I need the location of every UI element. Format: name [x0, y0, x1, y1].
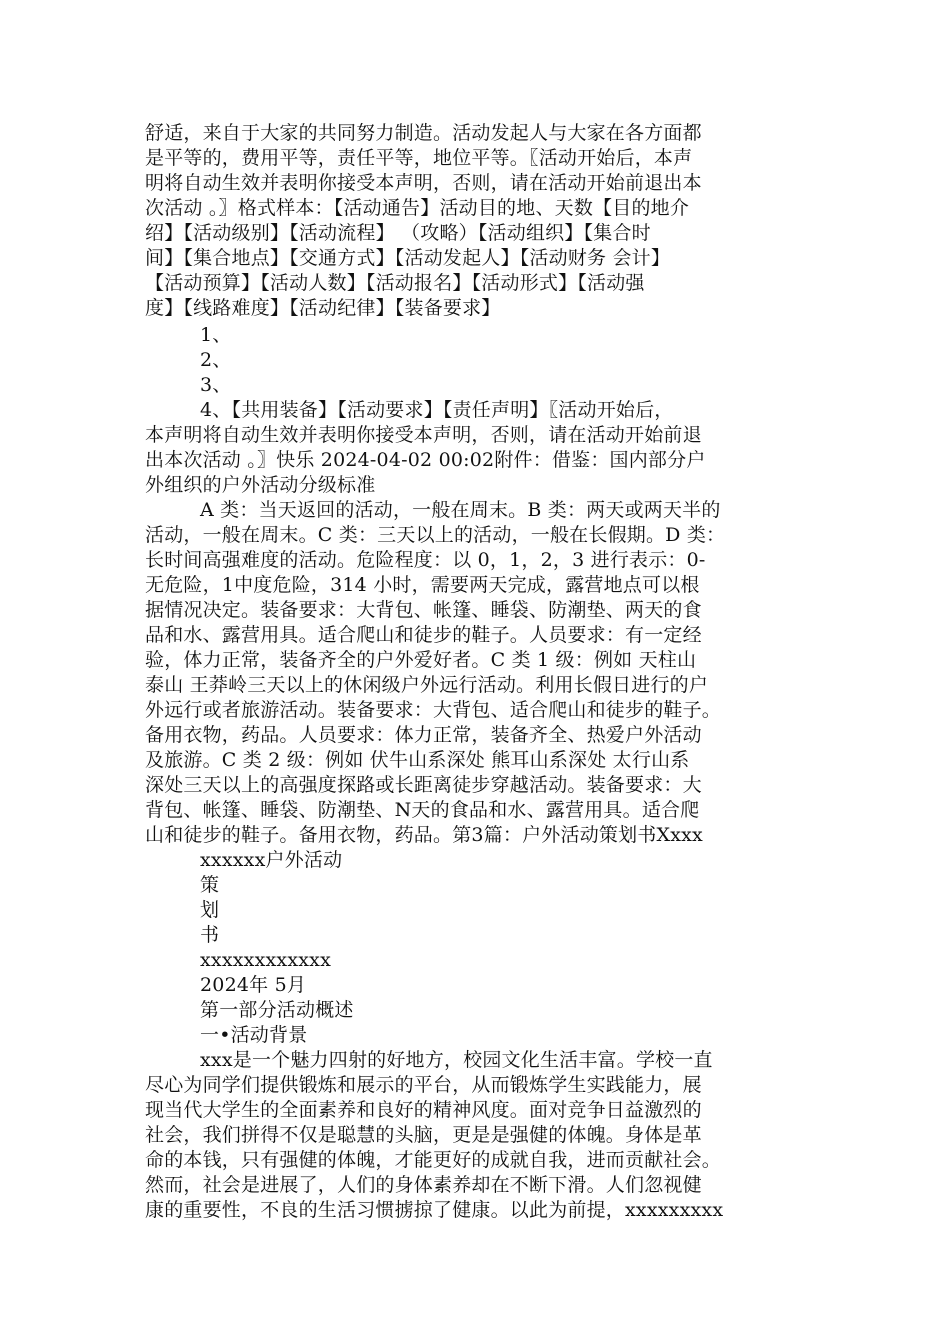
body-text-line: 无危险，1中度危险，314 小时，需要两天完成，露营地点可以根 — [145, 574, 700, 596]
title-char: 策 — [200, 874, 220, 896]
body-text-line: 泰山 王莽岭三天以上的休闲级户外远行活动。利用长假日进行的户 — [145, 674, 709, 696]
body-text-line: 背包、帐篷、睡袋、防潮垫、N天的食品和水、露营用具。适合爬 — [145, 799, 700, 821]
body-text-line: 长时间高强难度的活动。危险程度：以 0，1，2，3 进行表示：0- — [145, 549, 706, 571]
body-text-line: 尽心为同学们提供锻炼和展示的平台，从而锻炼学生实践能力，展 — [145, 1074, 702, 1096]
body-text-line: 舒适，来自于大家的共同努力制造。活动发起人与大家在各方面都 — [145, 122, 702, 144]
body-text-line: 现当代大学生的全面素养和良好的精神风度。面对竞争日益激烈的 — [145, 1099, 702, 1121]
body-text-line: 然而，社会是进展了，人们的身体素养却在不断下滑。人们忽视健 — [145, 1174, 702, 1196]
body-text-line: 外远行或者旅游活动。装备要求：大背包、适合爬山和徒步的鞋子。 — [145, 699, 722, 721]
body-text-line: 活动，一般在周末。C 类：三天以上的活动，一般在长假期。D 类： — [145, 524, 726, 546]
section-heading: 第一部分活动概述 — [200, 999, 354, 1021]
subsection-heading: 一•活动背景 — [200, 1024, 308, 1046]
body-text-line: 【活动预算】【活动人数】【活动报名】【活动形式】【活动强 — [145, 272, 645, 294]
body-text-line: 据情况决定。装备要求：大背包、帐篷、睡袋、防潮垫、两天的食 — [145, 599, 702, 621]
body-text-line: 绍】【活动级别】【活动流程】 （攻略）【活动组织】【集合时 — [145, 222, 651, 244]
body-text-line: 备用衣物，药品。人员要求：体力正常，装备齐全、热爱户外活动 — [145, 724, 702, 746]
list-item-line: 4、【共用装备】【活动要求】【责任声明】〖活动开始后， — [200, 399, 674, 421]
body-text-line: A 类：当天返回的活动，一般在周末。B 类：两天或两天半的 — [200, 499, 721, 521]
body-text-line: 命的本钱，只有强健的体魄，才能更好的成就自我，进而贡献社会。 — [145, 1149, 722, 1171]
body-text-line: xxx是一个魅力四射的好地方，校园文化生活丰富。学校一直 — [200, 1049, 713, 1071]
body-text-line: 康的重要性，不良的生活习惯掳掠了健康。以此为前提，xxxxxxxxx — [145, 1199, 724, 1221]
list-item-number: 3、 — [200, 374, 232, 396]
body-text-line: 出本次活动 。〗快乐 2024-04-02 00:02附件：借鉴：国内部分户 — [145, 449, 706, 471]
title-char: 书 — [200, 924, 220, 946]
body-text-line: 间】【集合地点】【交通方式】【活动发起人】【活动财务 会计】 — [145, 247, 671, 269]
organizer-line: xxxxxxxxxxxx — [200, 949, 331, 971]
body-text-line: 度】【线路难度】【活动纪律】【装备要求】 — [145, 297, 501, 319]
body-text-line: 及旅游。C 类 2 级：例如 伏牛山系深处 熊耳山系深处 太行山系 — [145, 749, 690, 771]
body-text-line: 本声明将自动生效并表明你接受本声明，否则，请在活动开始前退 — [145, 424, 702, 446]
title-line: xxxxxx户外活动 — [200, 849, 343, 871]
body-text-line: 是平等的，费用平等，责任平等，地位平等。〖活动开始后，本声 — [145, 147, 693, 169]
body-text-line: 明将自动生效并表明你接受本声明，否则，请在活动开始前退出本 — [145, 172, 702, 194]
body-text-line: 验，体力正常，装备齐全的户外爱好者。C 类 1 级：例如 天柱山 — [145, 649, 697, 671]
list-item-number: 2、 — [200, 349, 232, 371]
body-text-line: 社会，我们拼得不仅是聪慧的头脑，更是是强健的体魄。身体是革 — [145, 1124, 702, 1146]
body-text-line: 深处三天以上的高强度探路或长距离徒步穿越活动。装备要求：大 — [145, 774, 702, 796]
body-text-line: 次活动 。〗格式样本：【活动通告】活动目的地、天数【目的地介 — [145, 197, 690, 219]
list-item-number: 1、 — [200, 324, 232, 346]
body-text-line: 品和水、露营用具。适合爬山和徒步的鞋子。人员要求：有一定经 — [145, 624, 702, 646]
date-line: 2024年 5月 — [200, 974, 307, 996]
body-text-line: 山和徒步的鞋子。备用衣物，药品。第3篇：户外活动策划书Xxxx — [145, 824, 703, 846]
title-char: 划 — [200, 899, 220, 921]
body-text-line: 外组织的户外活动分级标准 — [145, 474, 376, 496]
